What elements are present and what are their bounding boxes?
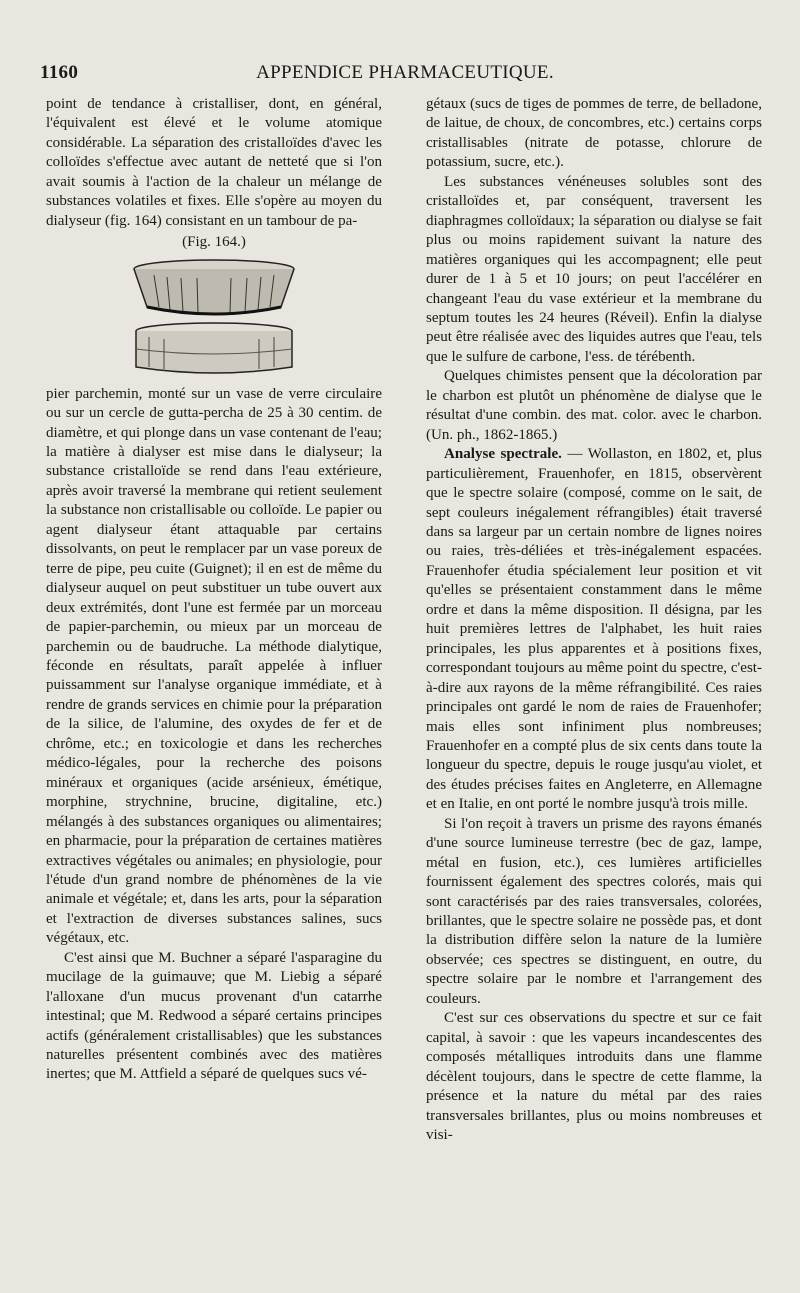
paragraph-text: — Wollaston, en 1802, et, plus particulièrement, Frauenhofer, en 1815, observèrent que le spectre solaire (composé, comme on le sait, de sept couleurs inégalement réfrangibles) était traversé dans sa largeur par un certain nombre de lignes noires ou raies, très-déliées et très-inégalement espacées. Frauenhofer étudia spécialement leur position et vit qu'elles se présentaient constamment dans le même ordre et dans la même disposition. Il désigna, par les huit premières lettres de l'alphabet, les huit raies principales, les plus apparentes et à positions fixes, correspondant toujours au même point du spectre, c'est-à-dire aux rayons de la même réfrangibilité. Ces raies principales ont gardé le nom de raies de Frauenhofer; mais elles sont infiniment plus nombreuses; Frauenhofer en a compté plus de six cents dans toute la longueur du spectre, depuis le rouge jusqu'au violet, et des études précises faites en Angleterre, en Allemagne et en Italie, en ont porté le nombre jusqu'à trois mille. xyxy=(426,446,762,813)
paragraph: Les substances vénéneuses solubles sont des cristalloïdes et, par conséquent, traversent les diaphragmes colloïdaux; la séparation ou dialyse se fait plus ou moins rapidement suivant la nature des matières organiques qui les accompagnent; elle peut durer de 1 à 5 et 10 jours; on peut l'accélérer en changeant l'eau du vase extérieur et la membrane du septum toutes les 24 heures (Réveil). Enfin la dialyse peut être réalisée avec des liquides autres que l'eau, tels que le sulfure de carbone, l'ess. de térébenth. xyxy=(426,173,762,365)
paragraph: Quelques chimistes pensent que la décoloration par le charbon est plutôt un phénomène de dialyse que le résultat d'une combin. des mat. color. avec le charbon. (Un. ph., 1862-1865.) xyxy=(426,368,762,443)
paragraph: pier parchemin, monté sur un vase de verre circulaire ou sur un cercle de gutta-percha de 25 à 30 centim. de diamètre, et qui plonge dans un vase contenant de l'eau; la matière à dialyser est mise dans le dialyseur; la substance cristalloïde se rend dans l'eau extérieure, après avoir traversé la membrane qui retient seulement la substance non cristallisable ou colloïde. Le papier ou agent dialyseur étant attaquable par certains dissolvants, on peut le remplacer par un vase poreux de terre de pipe, peu cuite (Guignet); il en est de même du dialyseur auquel on peut substituer un tube ouvert aux deux extrémités, dont l'une est fermée par un morceau de papier-parchemin, ou mieux par un morceau de parchemin ou de baudruche. La méthode dialytique, féconde en résultats, paraît appelée à influer puissamment sur l'analyse organique immédiate, et à rendre de grands services en chimie pour la préparation de la silice, de l'alumine, des oxydes de fer et de chrôme, etc.; en toxicologie et dans les recherches médico-légales, pour la recherche des poisons minéraux et organiques (acide arsénieux, émétique, morphine, strychnine, brucine, digitaline, etc.) mélangés à des substances organiques ou alimentaires; en pharmacie, pour la préparation de certaines matières extractives végétales ou animales; en physiologie, pour l'étude d'un grand nombre de phénomènes de la vie animale et végétale; et, dans les arts, pour la séparation et l'extraction de diverses substances salines, sucs végétaux, etc. xyxy=(46,385,382,947)
section-paragraph xyxy=(426,445,762,815)
paragraph: C'est ainsi que M. Buchner a séparé l'asparagine du mucilage de la guimauve; que M. Liebig a séparé l'alloxane d'un mucus provenant d'un catarrhe intestinal; que M. Redwood a séparé certains principes actifs (généralement cristallisables) que les substances naturelles présentent combinés avec des matières inertes; que M. Attfield a séparé de quelques sucs vé- xyxy=(46,949,382,1083)
left-column xyxy=(46,95,382,1085)
page-number: 1160 xyxy=(40,62,79,83)
paragraph: Si l'on reçoit à travers un prisme des rayons émanés d'une source lumineuse terrestre (bec de gaz, lampe, métal en fusion, etc.), ces lumières artificielles fournissent également des spectres colorés, mais qui sont caractérisés par des raies transversales, colorées, brillantes, que le spectre solaire ne possède pas, et dont la distribution diffère selon la nature de la lumière observée; ces spectres se distinguent, en outre, du spectre solaire par le nombre et l'arrangement des couleurs. xyxy=(426,815,762,1007)
dialyser-illustration xyxy=(119,257,309,379)
running-title: APPENDICE PHARMACEUTIQUE. xyxy=(256,62,554,83)
page-header xyxy=(40,62,770,86)
paragraph: C'est sur ces observations du spectre et sur ce fait capital, à savoir : que les vapeurs incandescentes des composés métalliques introduits dans une flamme décèlent toujours, dans le spectre de cette flamme, la présence et la nature du métal par des raies transversales brillantes, plus ou moins nombreuses et visi- xyxy=(426,1010,762,1144)
right-column xyxy=(426,95,762,1145)
paragraph: gétaux (sucs de tiges de pommes de terre, de belladone, de laitue, de choux, de concombres, etc.) certains corps cristallisables (nitrate de potasse, chlorure de potassium, sucre, etc.). xyxy=(426,96,762,171)
section-title: Analyse spectrale. xyxy=(444,446,562,463)
paragraph: point de tendance à cristalliser, dont, en général, l'équivalent est élevé et le volume atomique considérable. La séparation des cristalloïdes d'avec les colloïdes s'effectue avec autant de netteté que si l'on avait soumis à l'action de la chaleur un mélange de substances volatiles et fixes. Elle s'opère au moyen du dialyseur (fig. 164) consistant en un tambour de pa- xyxy=(46,96,382,229)
figure-caption: (Fig. 164.) xyxy=(182,234,246,251)
